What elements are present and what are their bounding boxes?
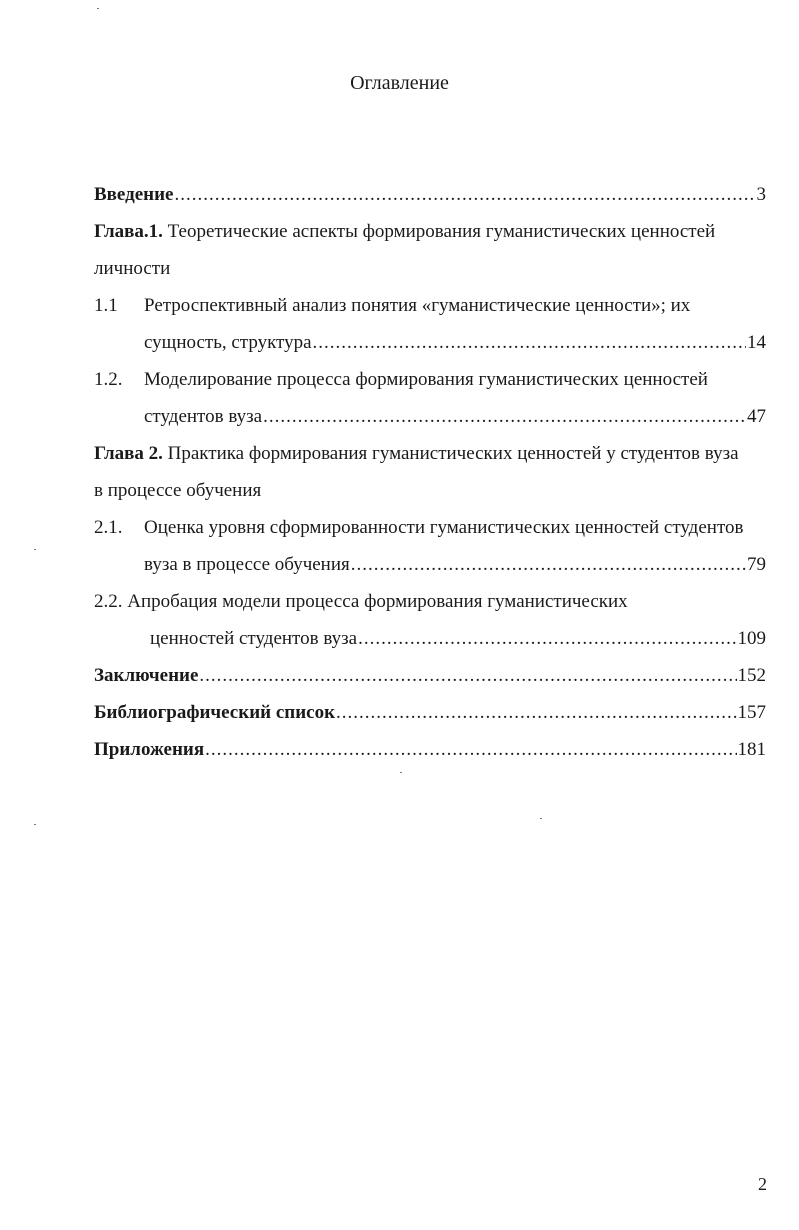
section-title: Оценка уровня сформированности гуманистических ценностей студентов — [144, 517, 744, 538]
chapter-prefix: Глава.1. — [94, 221, 163, 242]
toc-page-number: 47 — [747, 406, 766, 427]
dot-leader — [199, 657, 736, 694]
toc-page-number: 152 — [737, 665, 766, 686]
page-number: 2 — [758, 1174, 767, 1194]
toc-entry-section-2-1[interactable] — [94, 509, 766, 546]
toc-entry-section-1-1[interactable] — [94, 287, 766, 324]
scan-speck — [400, 772, 402, 773]
toc-entry-section-1-2-cont[interactable] — [94, 398, 766, 435]
section-title-continuation: студентов вуза — [144, 406, 263, 427]
toc-page-number: 3 — [756, 184, 766, 205]
toc-entry-label: Введение — [94, 184, 174, 205]
toc-entry-chapter-2-cont — [94, 472, 766, 509]
scan-speck — [97, 8, 99, 9]
toc-entry-bibliography[interactable] — [94, 694, 766, 731]
toc-entry-label: Приложения — [94, 739, 205, 760]
page-title: Оглавление — [350, 72, 449, 94]
dot-leader — [358, 620, 736, 657]
dot-leader — [336, 694, 736, 731]
toc-page-number: 157 — [737, 702, 766, 723]
section-number: 1.1 — [94, 295, 118, 316]
toc-page-number: 109 — [737, 628, 766, 649]
toc-entry-conclusion[interactable] — [94, 657, 766, 694]
dot-leader — [313, 324, 746, 361]
section-number: 1.2. — [94, 369, 123, 390]
toc-entry-chapter-2[interactable] — [94, 435, 766, 472]
section-number: 2.1. — [94, 517, 123, 538]
toc-page-number: 181 — [737, 739, 766, 760]
section-title: 2.2. Апробация модели процесса формирования гуманистических — [94, 591, 628, 612]
chapter-title-continuation: личности — [94, 258, 171, 279]
scan-speck — [34, 549, 36, 550]
toc-entry-chapter-1-cont — [94, 250, 766, 287]
dot-leader — [175, 176, 756, 213]
dot-leader — [351, 546, 746, 583]
toc-page-number: 14 — [747, 332, 766, 353]
toc-page-number: 79 — [747, 554, 766, 575]
toc-entry-section-2-2[interactable] — [94, 583, 766, 620]
toc-entry-section-2-2-cont[interactable] — [94, 620, 766, 657]
section-title-continuation: вуза в процессе обучения — [144, 554, 350, 575]
section-title-continuation: сущность, структура — [144, 332, 312, 353]
toc-entry-section-1-1-cont[interactable] — [94, 324, 766, 361]
chapter-prefix: Глава 2. — [94, 443, 163, 464]
toc-entry-appendices[interactable] — [94, 731, 766, 768]
scan-speck — [34, 824, 36, 825]
section-title-continuation: ценностей студентов вуза — [150, 628, 358, 649]
chapter-title: Практика формирования гуманистических ценностей у студентов вуза — [162, 443, 739, 464]
toc-entry-label: Библиографический список — [94, 702, 336, 723]
chapter-title-continuation: в процессе обучения — [94, 480, 262, 501]
section-title: Ретроспективный анализ понятия «гуманистические ценности»; их — [144, 295, 691, 316]
toc-entry-label: Заключение — [94, 665, 199, 686]
dot-leader — [263, 398, 746, 435]
toc-entry-chapter-1[interactable] — [94, 213, 766, 250]
table-of-contents — [94, 176, 766, 768]
chapter-title: Теоретические аспекты формирования гуманистических ценностей — [162, 221, 716, 242]
section-title: Моделирование процесса формирования гуманистических ценностей — [144, 369, 708, 390]
toc-entry-section-2-1-cont[interactable] — [94, 546, 766, 583]
toc-entry-introduction[interactable] — [94, 176, 766, 213]
scan-speck — [540, 818, 542, 819]
toc-entry-section-1-2[interactable] — [94, 361, 766, 398]
dot-leader — [205, 731, 736, 768]
